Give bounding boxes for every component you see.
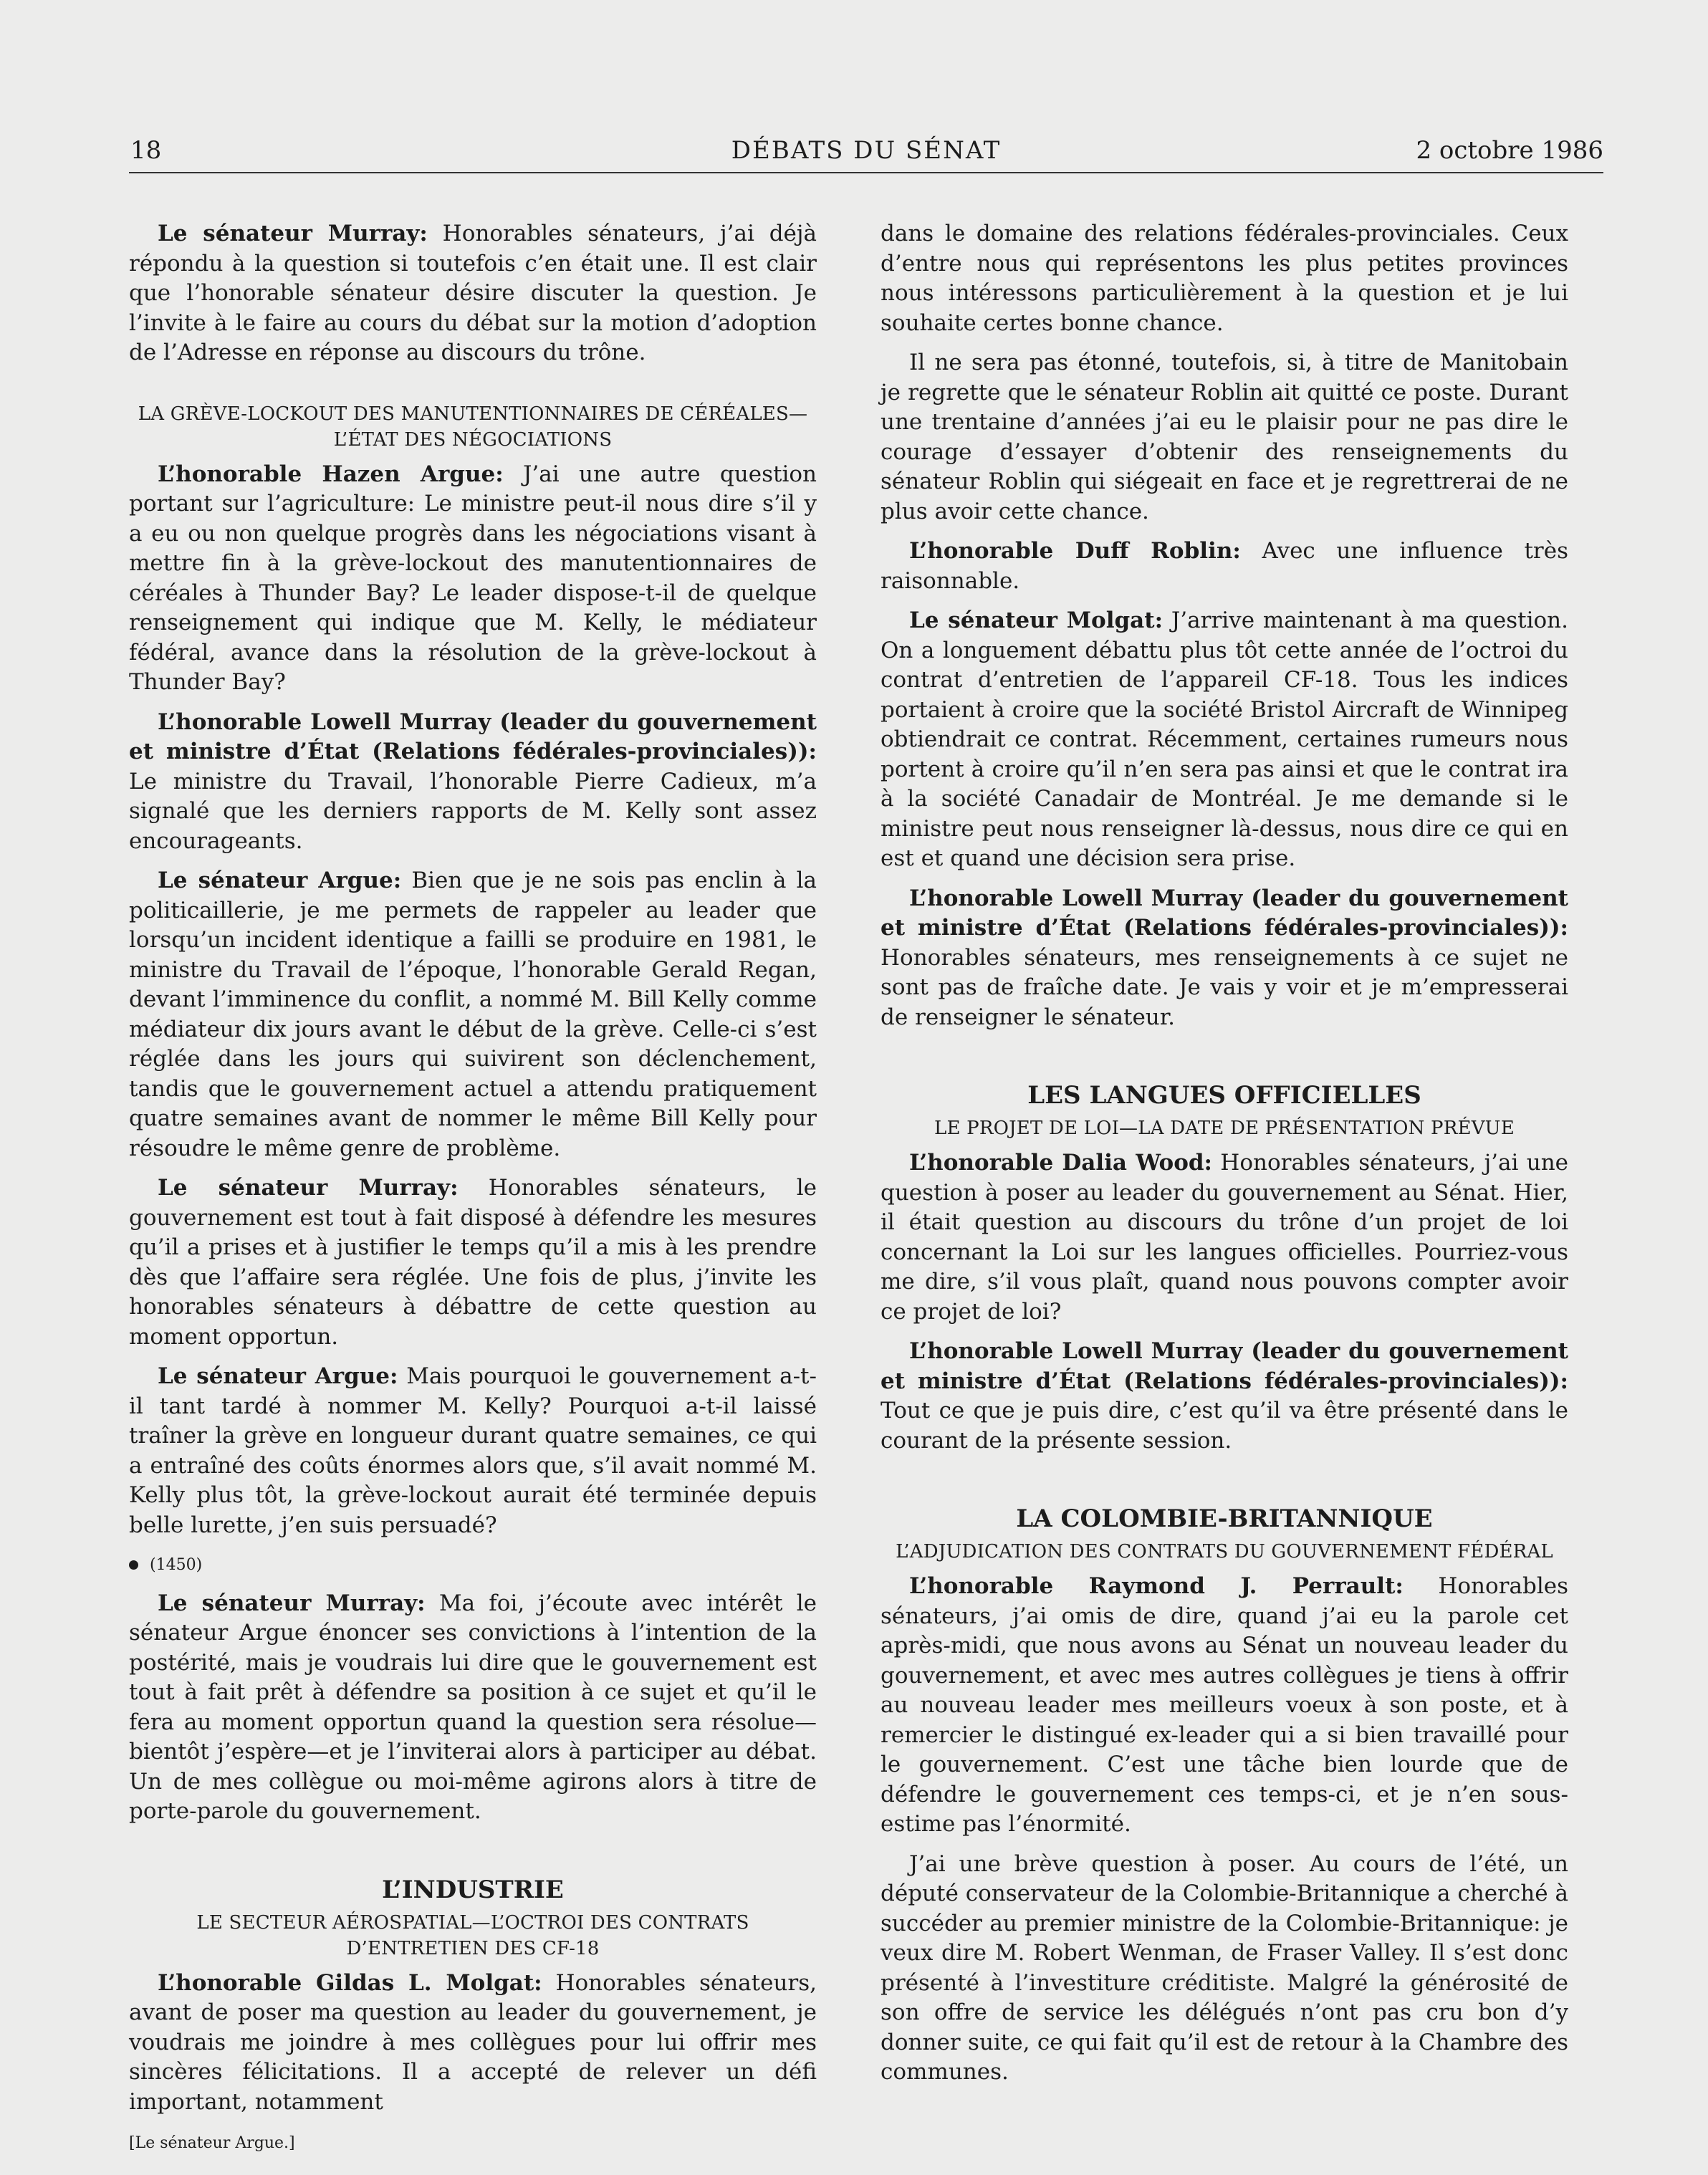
- speech-text: Avec une influence très raisonnable.: [881, 538, 1568, 594]
- speaker-name: L’honorable Duff Roblin:: [909, 538, 1241, 564]
- paragraph: [881, 1572, 1568, 1840]
- speech-text: Bien que je ne sois pas enclin à la politicaillerie, je me permets de rappeler au leader que lorsqu’un incident identique a failli se produire en 1981, le ministre du Travail de l’époque, l’honorable Gerald Regan, devant l’imminence du conflit, a nommé M. Bill Kelly comme médiateur dix jours avant le début de la grève. Celle-ci s’est réglée dans les jours qui suivirent son déclenchement, tandis que le gouvernement actuel a attendu pratiquement quatre semaines avant de nommer le même Bill Kelly pour résoudre le même genre de problème.: [129, 868, 817, 1161]
- speech-text: Honorables sénateurs, j’ai omis de dire, quand j’ai eu la parole cet après-midi, que nous avons au Sénat un nouveau leader du gouvernement, et avec mes autres collègues je tiens à offrir au nouveau leader mes meilleurs voeux à son poste, et à remercier le distingué ex-leader qui a si bien travaillé pour le gouvernement. C’est une tâche bien lourde que de défendre le gouvernement ces temps-ci, et je n’en sous-estime pas l’énormité.: [881, 1573, 1568, 1837]
- speech-text: J’arrive maintenant à ma question. On a longuement débattu plus tôt cette année de l’octroi du contrat d’entretien de l’appareil CF-18. Tous les indices portaient à croire que la société Bristol Aircraft de Winnipeg obtiendrait ce contrat. Récemment, certaines rumeurs nous portent à croire qu’il n’en sera pas ainsi et que le contrat ira à la société Canadair de Montréal. Je me demande si le ministre peut nous renseigner là-dessus, nous dire ce qui en est et quand une décision sera prise.: [881, 608, 1568, 871]
- bullet-dot-icon: [129, 1560, 138, 1570]
- section-subtitle: L’ADJUDICATION DES CONTRATS DU GOUVERNEMENT FÉDÉRAL: [896, 1541, 1553, 1562]
- speaker-name: L’honorable Dalia Wood:: [909, 1150, 1213, 1176]
- paragraph: [129, 1969, 817, 2118]
- speaker-name: L’honorable Hazen Argue:: [158, 461, 504, 487]
- speaker-name: Le sénateur Argue:: [158, 1363, 398, 1389]
- speaker-name: Le sénateur Molgat:: [909, 608, 1164, 633]
- section-title: LES LANGUES OFFICIELLES: [1027, 1081, 1421, 1110]
- paragraph: [129, 708, 817, 857]
- page-header: [129, 135, 1603, 173]
- paragraph: [129, 866, 817, 1163]
- paragraph: [129, 1173, 817, 1352]
- section-title: LA COLOMBIE-BRITANNIQUE: [1016, 1504, 1433, 1533]
- paragraph: [881, 884, 1568, 1033]
- paragraph: [129, 460, 817, 698]
- paragraph: [129, 1362, 817, 1540]
- section-title: L’INDUSTRIE: [382, 1875, 564, 1904]
- speech-text: Le ministre du Travail, l’honorable Pierre Cadieux, m’a signalé que les derniers rapports de M. Kelly sont assez encourageants.: [129, 768, 817, 854]
- paragraph: [881, 606, 1568, 874]
- paragraph: [129, 1589, 817, 1827]
- speech-text: Honorables sénateurs, avant de poser ma question au leader du gouvernement, je voudrais me joindre à mes collègues pour lui offrir mes sincères félicitations. Il a accepté de relever un défi important, notamment: [129, 1969, 817, 2115]
- left-column: [129, 219, 817, 2159]
- speaker-name: L’honorable Raymond J. Perrault:: [909, 1573, 1404, 1599]
- paragraph: [881, 1337, 1568, 1456]
- speech-text: Honorables sénateurs, j’ai une question à poser au leader du gouvernement au Sénat. Hier, il était question au discours du trône d’un projet de loi concernant la Loi sur les langues officielles. Pourriez-vous me dire, s’il vous plaît, quand nous pouvons compter avoir ce projet de loi?: [881, 1150, 1569, 1325]
- header-date: 2 octobre 1986: [1416, 136, 1603, 165]
- paragraph: J’ai une brève question à poser. Au cours de l’été, un député conservateur de la Colombie-Britannique a cherché à succéder au premier ministre de la Colombie-Britannique: je veux dire M. Robert Wenman, de Fraser Valley. Il s’est donc présenté à l’investiture créditiste. Malgré la générosité de son offre de service les délégués n’ont pas cru bon d’y donner suite, ce qui fait qu’il est de retour à la Chambre des communes.: [881, 1850, 1568, 2085]
- speaker-name: L’honorable Lowell Murray (leader du gouvernement et ministre d’État (Relations fédérales-provinciales)):: [881, 1338, 1568, 1394]
- speech-text: J’ai une autre question portant sur l’agriculture: Le ministre peut-il nous dire s’il y a eu ou non quelque progrès dans les négociations visant à mettre fin à la grève-lockout des manutentionnaires de céréales à Thunder Bay? Le leader dispose-t-il de quelque renseignement qui indique que M. Kelly, le médiateur fédéral, avance dans la résolution de la grève-lockout à Thunder Bay?: [129, 461, 817, 695]
- speech-text: Honorables sénateurs, j’ai déjà répondu à la question si toutefois c’en était une. Il est clair que l’honorable sénateur désire discuter la question. Je l’invite à le faire au cours du débat sur la motion d’adoption de l’Adresse en réponse au discours du trône.: [129, 221, 817, 365]
- time-marker-text: (1450): [150, 1556, 203, 1574]
- speaker-name: L’honorable Lowell Murray (leader du gouvernement et ministre d’État (Relations fédérales-provinciales)):: [129, 709, 817, 764]
- time-marker: [129, 1550, 817, 1580]
- speech-text: Tout ce que je puis dire, c’est qu’il va être présenté dans le courant de la présente session.: [881, 1398, 1568, 1454]
- paragraph: Il ne sera pas étonné, toutefois, si, à titre de Manitobain je regrette que le sénateur Roblin ait quitté ce poste. Durant une trentaine d’années j’ai eu le plaisir pour ne pas dire le courage d’essayer d’obtenir des renseignements du sénateur Roblin qui siégeait en face et je regrettrerai de ne plus avoir cette chance.: [881, 350, 1568, 524]
- paragraph: [881, 537, 1568, 596]
- paragraph: [129, 219, 817, 368]
- section-subtitle: LE SECTEUR AÉROSPATIAL—L’OCTROI DES CONTRATS D’ENTRETIEN DES CF-18: [196, 1911, 749, 1959]
- paragraph: [881, 1148, 1568, 1327]
- speaker-name: L’honorable Gildas L. Molgat:: [158, 1969, 542, 1996]
- speaker-name: Le sénateur Murray:: [158, 1590, 426, 1616]
- speaker-name: Le sénateur Argue:: [158, 868, 402, 893]
- speaker-name: Le sénateur Murray:: [158, 1175, 459, 1201]
- page-number: 18: [130, 136, 162, 165]
- speech-text: Honorables sénateurs, le gouvernement est tout à fait disposé à défendre les mesures qu’il a prises et à justifier le temps qu’il a mis à les prendre dès que l’affaire sera réglée. Une fois de plus, j’invite les honorables sénateurs à débattre de cette question au moment opportun.: [129, 1175, 817, 1350]
- speech-text: Mais pourquoi le gouvernement a-t-il tant tardé à nommer M. Kelly? Pourquoi a-t-il laissé traîner la grève en longueur durant quatre semaines, ce qui a entraîné des coûts énormes alors que, s’il avait nommé M. Kelly plus tôt, la grève-lockout aurait été terminée depuis belle lurette, j’en suis persuadé?: [129, 1363, 817, 1538]
- section-subtitle: LE PROJET DE LOI—LA DATE DE PRÉSENTATION PRÉVUE: [934, 1118, 1515, 1139]
- paragraph-continued: dans le domaine des relations fédérales-provinciales. Ceux d’entre nous qui représentons les plus petites provinces nous intéressons particulièrement à la question et je lui souhaite certes bonne chance.: [881, 221, 1568, 336]
- speaker-name: L’honorable Lowell Murray (leader du gouvernement et ministre d’État (Relations fédérales-provinciales)):: [881, 885, 1568, 941]
- section-subtitle: LA GRÈVE-LOCKOUT DES MANUTENTIONNAIRES DE CÉRÉALES—L’ÉTAT DES NÉGOCIATIONS: [138, 403, 808, 451]
- right-column: [881, 219, 1568, 2098]
- footnote: [Le sénateur Argue.]: [129, 2134, 295, 2152]
- speaker-name: Le sénateur Murray:: [158, 221, 428, 246]
- running-title: DÉBATS DU SÉNAT: [731, 136, 1002, 165]
- speech-text: Honorables sénateurs, mes renseignements à ce sujet ne sont pas de fraîche date. Je vais y voir et je m’empresserai de renseigner le sénateur.: [881, 944, 1568, 1030]
- speech-text: Ma foi, j’écoute avec intérêt le sénateur Argue énoncer ses convictions à l’intention de la postérité, mais je voudrais lui dire que le gouvernement est tout à fait prêt à défendre sa position à ce sujet et qu’il le fera au moment opportun quand la question sera résolue—bientôt j’espère—et je l’inviterai alors à participer au débat. Un de mes collègue ou moi-même agirons alors à titre de porte-parole du gouvernement.: [129, 1590, 817, 1824]
